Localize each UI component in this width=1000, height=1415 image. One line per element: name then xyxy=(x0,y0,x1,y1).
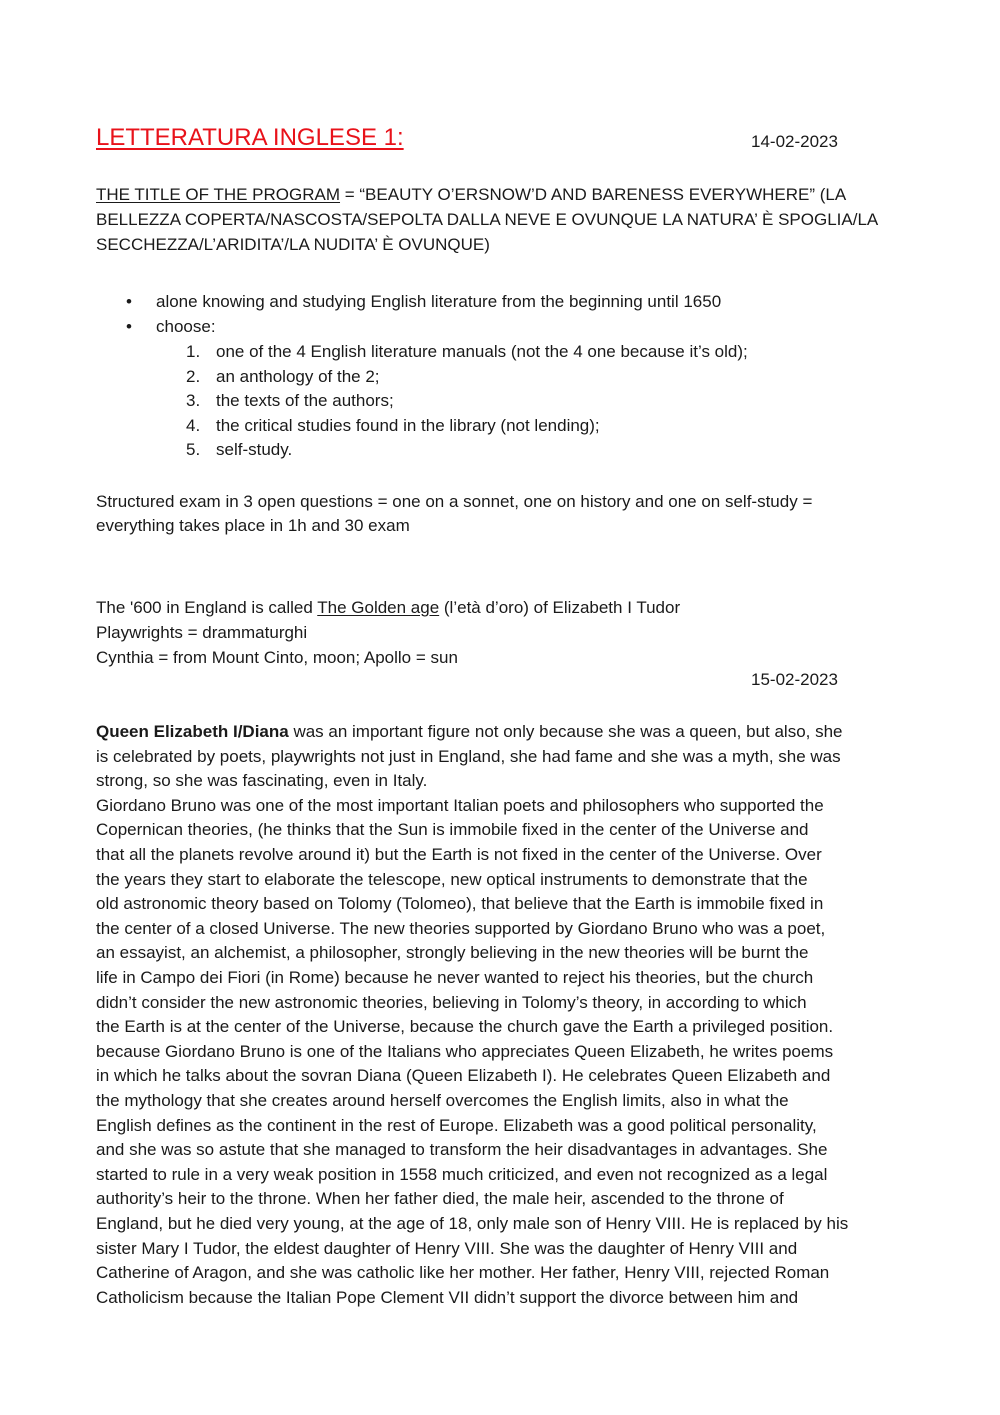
list-item: self-study. xyxy=(216,440,293,459)
list-item: alone knowing and studying English literature from the beginning until 1650 xyxy=(156,292,722,311)
list-item: choose: xyxy=(156,317,216,336)
body-line: the center of a closed Universe. The new theories supported by Giordano Bruno who was a poet, xyxy=(96,918,826,938)
body-bold-lead: Queen Elizabeth I/Diana xyxy=(96,722,289,741)
list-item: an anthology of the 2; xyxy=(216,367,380,386)
body-line: life in Campo dei Fiori (in Rome) because he never wanted to reject his theories, but the church xyxy=(96,967,814,987)
body-line: and she was so astute that she managed to transform the heir disadvantages in advantages. She xyxy=(96,1140,828,1160)
program-title: = “BEAUTY O’ERSNOW’D AND BARENESS EVERYWHERE” (LA xyxy=(340,185,847,204)
body-line: an essayist, an alchemist, a philosopher, strongly believing in the new theories will be burnt the xyxy=(96,943,809,963)
note-text: (l’età d’oro) of Elizabeth I Tudor xyxy=(439,598,681,617)
body-line: English defines as the continent in the rest of Europe. Elizabeth was a good political personality, xyxy=(96,1115,817,1135)
body-line: England, but he died very young, at the age of 18, only male son of Henry VIII. He is replaced by his xyxy=(96,1213,849,1233)
list-number: 2. xyxy=(186,367,201,386)
body-line: is celebrated by poets, playwrights not just in England, she had fame and she was a myth, she was xyxy=(96,746,841,766)
body-line: Catherine of Aragon, and she was catholic like her mother. Her father, Henry VIII, rejected Roman xyxy=(96,1263,830,1283)
exam-line-1: Structured exam in 3 open questions = one on a sonnet, one on history and one on self-study = xyxy=(96,492,813,511)
body-line: the Earth is at the center of the Universe, because the church gave the Earth a privileged position. xyxy=(96,1017,834,1037)
body-line: the years they start to elaborate the telescope, new optical instruments to demonstrate that the xyxy=(96,869,808,889)
list-item: the critical studies found in the library (not lending); xyxy=(216,416,600,435)
document-title: LETTERATURA INGLESE 1: xyxy=(96,124,404,151)
date-heading-2: 15-02-2023 xyxy=(751,670,838,689)
date-heading-1: 14-02-2023 xyxy=(751,132,838,151)
bullet-dot: • xyxy=(126,292,132,311)
bullet-dot: • xyxy=(126,317,132,336)
list-number: 1. xyxy=(186,342,201,361)
body-line: that all the planets revolve around it) but the Earth is not fixed in the center of the Universe. Over xyxy=(96,844,822,864)
body-line: the mythology that she creates around herself overcomes the English limits, also in what the xyxy=(96,1090,789,1110)
program-line-2: BELLEZZA COPERTA/NASCOSTA/SEPOLTA DALLA NEVE E OVUNQUE LA NATURA’ È SPOGLIA/LA xyxy=(96,210,879,229)
cynthia-note: Cynthia = from Mount Cinto, moon; Apollo = sun xyxy=(96,648,458,667)
list-number: 4. xyxy=(186,416,201,435)
program-label: THE TITLE OF THE PROGRAM xyxy=(96,185,341,204)
body-line: because Giordano Bruno is one of the Italians who appreciates Queen Elizabeth, he writes poems xyxy=(96,1041,834,1061)
body-line: strong, so she was fascinating, even in Italy. xyxy=(96,771,428,791)
list-number: 5. xyxy=(186,440,201,459)
body-line xyxy=(96,720,843,745)
list-item: one of the 4 English literature manuals (not the 4 one because it’s old); xyxy=(216,342,748,361)
body-line: authority’s heir to the throne. When her father died, the male heir, ascended to the throne of xyxy=(96,1189,784,1209)
body-line: started to rule in a very weak position in 1558 much criticized, and even not recognized as a legal xyxy=(96,1164,828,1184)
program-line-1 xyxy=(96,183,846,208)
playwrights-note: Playwrights = drammaturghi xyxy=(96,623,308,642)
body-line: Giordano Bruno was one of the most important Italian poets and philosophers who supported the xyxy=(96,795,824,815)
list-item: the texts of the authors; xyxy=(216,391,394,410)
note-text: The '600 in England is called xyxy=(96,598,318,617)
body-text: was an important figure not only because she was a queen, but also, she xyxy=(288,722,843,741)
body-line: Catholicism because the Italian Pope Clement VII didn’t support the divorce between him and xyxy=(96,1287,799,1307)
body-line: didn’t consider the new astronomic theories, believing in Tolomy’s theory, in according to which xyxy=(96,992,807,1012)
body-line: Copernican theories, (he thinks that the Sun is immobile fixed in the center of the Universe and xyxy=(96,820,809,840)
exam-line-2: everything takes place in 1h and 30 exam xyxy=(96,516,410,535)
program-line-3: SECCHEZZA/L’ARIDITA’/LA NUDITA’ È OVUNQUE) xyxy=(96,235,490,254)
golden-age-note xyxy=(96,596,680,621)
list-number: 3. xyxy=(186,391,201,410)
body-line: in which he talks about the sovran Diana (Queen Elizabeth I). He celebrates Queen Elizabeth and xyxy=(96,1066,831,1086)
body-line: sister Mary I Tudor, the eldest daughter of Henry VIII. She was the daughter of Henry VIII and xyxy=(96,1238,798,1258)
golden-age-term: The Golden age xyxy=(317,598,440,617)
body-line: old astronomic theory based on Tolomy (Tolomeo), that believe that the Earth is immobile fixed in xyxy=(96,894,824,914)
